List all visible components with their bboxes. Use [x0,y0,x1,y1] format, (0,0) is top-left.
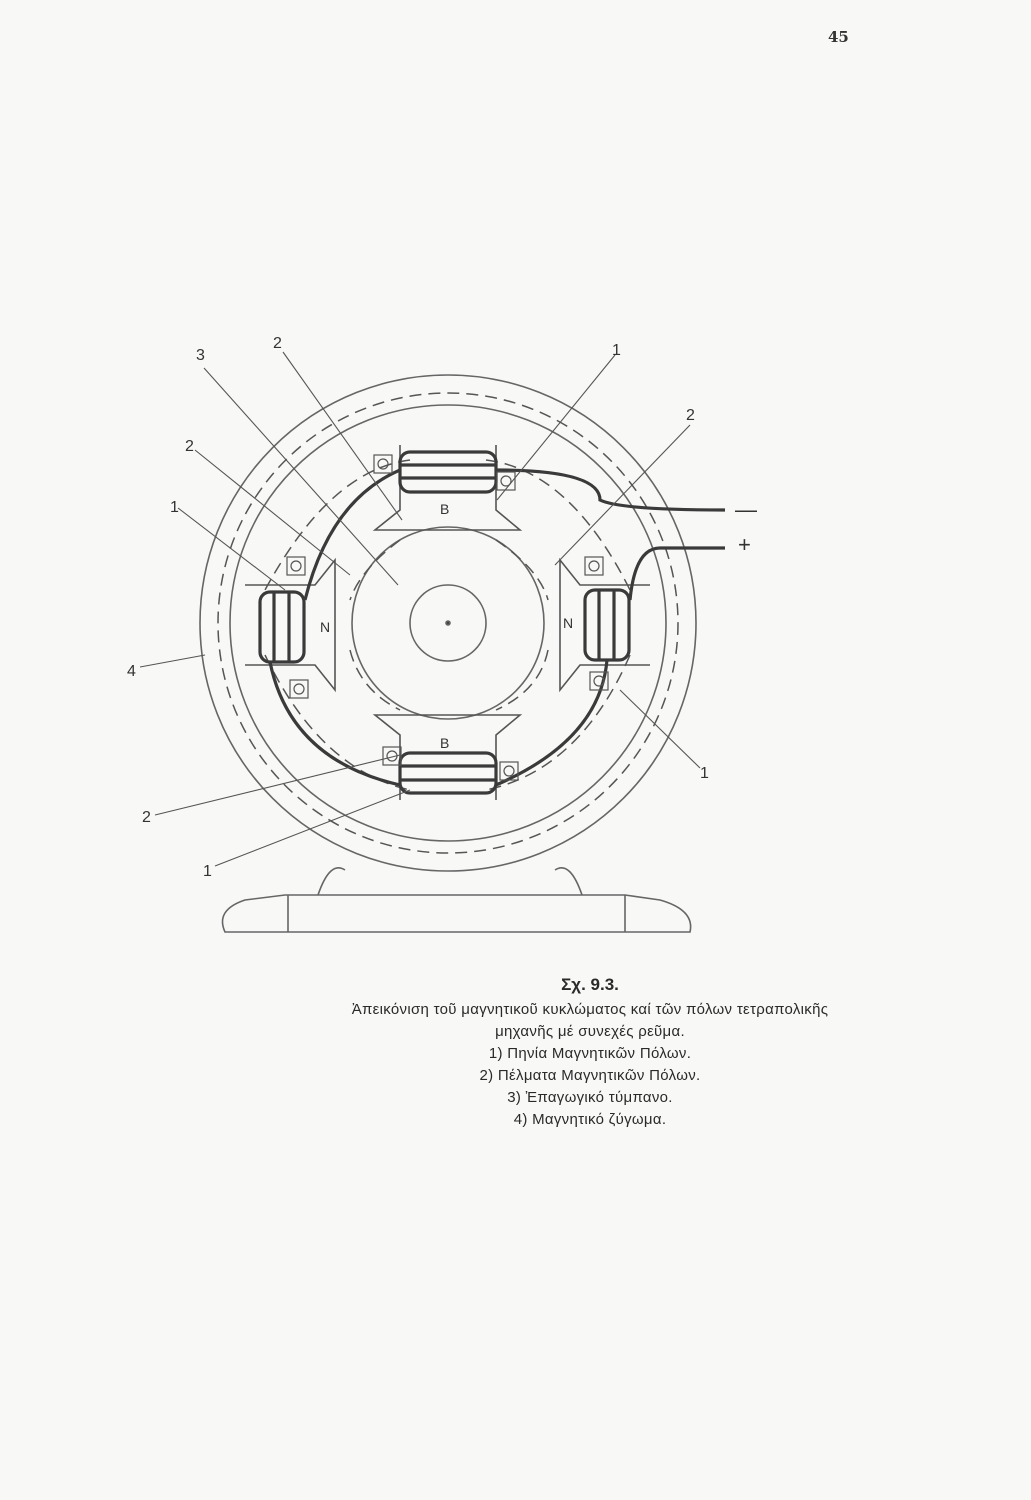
page-number: 45 [828,28,849,46]
pole-label-right: N [563,615,574,631]
callout-1: 1 [170,499,179,516]
machine-base [223,895,691,932]
callout-2: 2 [142,809,151,826]
legend-item: 2) Πέλματα Μαγνητικῶν Πόλων. [479,1067,701,1084]
pole-label-bottom: B [440,735,450,751]
callout-2: 2 [273,335,282,352]
caption-description: μηχανῆς μέ συνεχές ρεῦμα. [495,1023,685,1040]
callout-2: 2 [686,407,695,424]
callout-2: 2 [185,438,194,455]
legend-item: 3) Ἐπαγωγικό τύμπανο. [507,1089,673,1106]
coil-top [400,452,496,492]
pole-label-left: N [320,619,331,635]
coil-right [585,590,629,660]
callout-1: 1 [203,863,212,880]
pole-label-top: B [440,501,450,517]
coil-bottom [400,753,496,793]
callout-1: 1 [700,765,709,782]
callout-1: 1 [612,342,621,359]
legend-item: 1) Πηνία Μαγνητικῶν Πόλων. [488,1045,692,1062]
caption-description: Ἀπεικόνιση τοῦ μαγνητικοῦ κυκλώματος καί τῶν πόλων τετραπολικῆς [351,1001,829,1018]
callout-3: 3 [196,347,205,364]
pole-top [375,445,520,530]
caption-title: Σχ. 9.3. [561,975,619,994]
terminal-plus: + [738,532,751,557]
callout-4: 4 [127,663,136,680]
legend-item: 4) Μαγνητικό ζύγωμα. [513,1111,667,1128]
figure-caption [200,975,980,1131]
coil-left [260,592,304,662]
caption-legend [200,1043,980,1131]
terminal-minus: — [735,497,757,522]
